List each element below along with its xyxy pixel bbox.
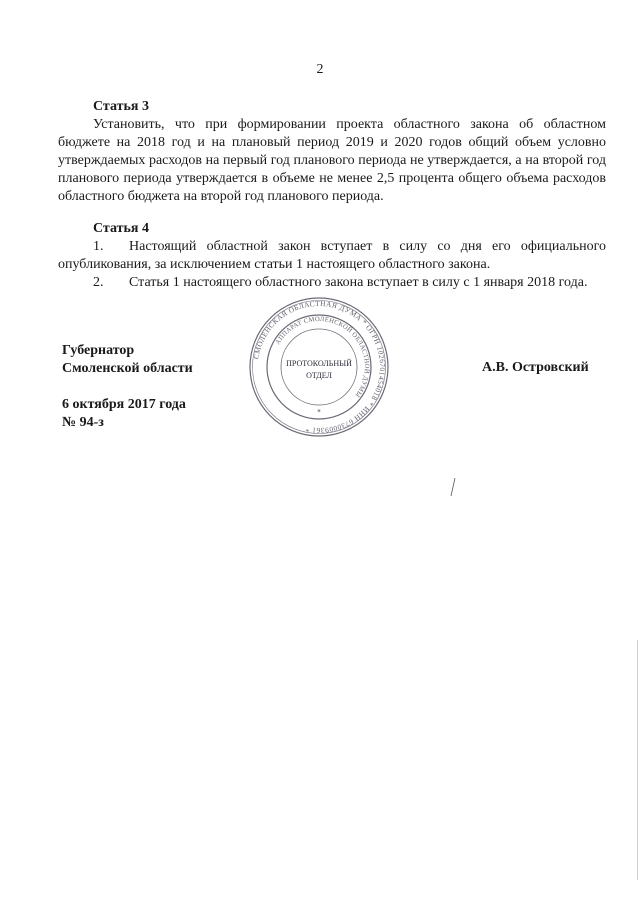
- article-4-item-1-num: 1.: [93, 239, 104, 254]
- scan-edge-line: [637, 640, 638, 880]
- seal-center-line-1: ПРОТОКОЛЬНЫЙ: [286, 359, 352, 368]
- article-3-text: Установить, что при формировании проекта областного закона об областном бюджете на 2018 год и на плановый период 2019 и 2020 годов общий объем условно утверждаемых расходов на первый год планового периода не утверждается, а на второй год планового периода утверждается в объеме не менее 2,5 процента общего объема расходов областного бюджета на второй год планового периода.: [58, 117, 606, 204]
- page-number: 2: [316, 62, 324, 77]
- pen-stroke-icon: [450, 478, 456, 496]
- signatory-position: [62, 342, 193, 378]
- law-date: 6 октября 2017 года: [62, 397, 186, 412]
- position-line-2: Смоленской области: [62, 361, 193, 376]
- article-3-title: Статья 3: [93, 99, 149, 114]
- official-seal-icon: [248, 296, 390, 438]
- article-4-item-1-text: Настоящий областной закон вступает в силу со дня его официального опубликования, за исключением статьи 1 настоящего областного закона.: [58, 239, 606, 272]
- signatory-name: А.В. Островский: [482, 360, 589, 375]
- article-4-item-1: [58, 238, 606, 274]
- seal-star-icon: *: [317, 408, 321, 416]
- article-4: [58, 220, 606, 292]
- date-block: [62, 396, 186, 432]
- article-4-item-2-text: Статья 1 настоящего областного закона вступает в силу с 1 января 2018 года.: [129, 275, 588, 290]
- article-3: [58, 98, 606, 206]
- svg-text:АППАРАТ СМОЛЕНСКОЙ ОБЛАСТНОЙ Д: [274, 316, 371, 399]
- seal-outer-text: СМОЛЕНСКАЯ ОБЛАСТНАЯ ДУМА * ОГРН 1026701454018 * ИНН 6730009361 *: [251, 298, 388, 436]
- article-4-item-2: [58, 274, 606, 292]
- position-line-1: Губернатор: [62, 343, 135, 358]
- seal-inner-text: АППАРАТ СМОЛЕНСКОЙ ОБЛАСТНОЙ ДУМЫ: [274, 315, 371, 399]
- article-4-title: Статья 4: [93, 221, 149, 236]
- article-4-item-2-num: 2.: [93, 275, 104, 290]
- seal-center-line-2: ОТДЕЛ: [306, 371, 332, 380]
- law-number: № 94-з: [62, 415, 104, 430]
